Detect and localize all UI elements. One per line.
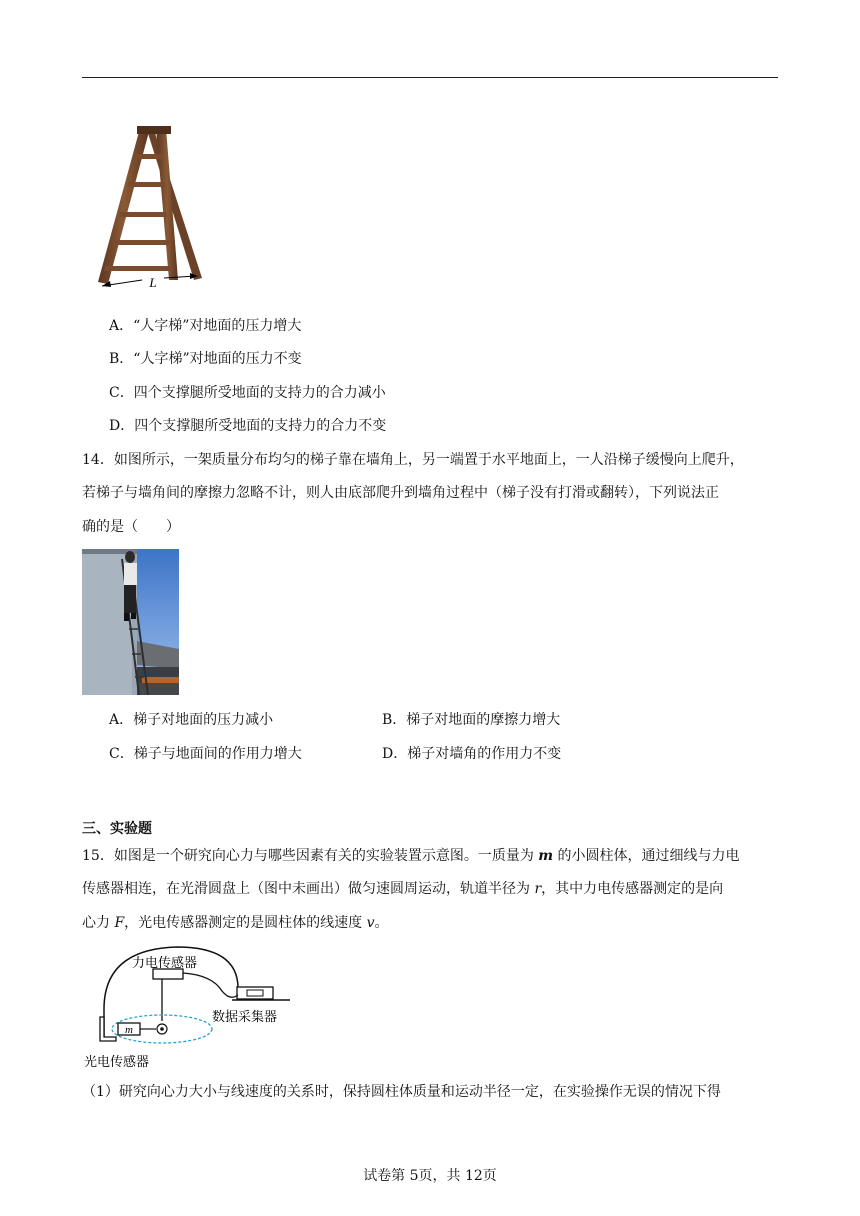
q13-option-c: C．四个支撑腿所受地面的支持力的合力减小: [109, 385, 386, 401]
q14-option-b: B．梯子对地面的摩擦力增大: [382, 712, 561, 728]
q13-option-d: D．四个支撑腿所受地面的支持力的合力不变: [109, 418, 387, 434]
q14-option-a: A．梯子对地面的压力减小: [109, 712, 274, 728]
q14-option-c: C．梯子与地面间的作用力增大: [109, 746, 302, 762]
force-sensor-label: 力电传感器: [132, 956, 198, 971]
mass-label: m: [125, 1024, 133, 1036]
apparatus-diagram: [82, 943, 302, 1073]
page-footer: 试卷第 5页，共 12页: [363, 1168, 497, 1184]
q15-stem-line2: 传感器相连，在光滑圆盘上（图中未画出）做匀速圆周运动，轨道半径为 r，其中力电传感器测定的是向: [82, 881, 724, 897]
q14-stem-line1: 14．如图所示，一架质量分布均匀的梯子靠在墙角上，另一端置于水平地面上，一人沿梯子缓慢向上爬升，: [82, 452, 744, 468]
q15-stem-line1: 15．如图是一个研究向心力与哪些因素有关的实验装置示意图。一质量为 m 的小圆柱体，通过细线与力电: [82, 848, 740, 864]
q13-option-b: B．“人字梯”对地面的压力不变: [109, 351, 302, 367]
step-ladder-figure: [92, 124, 212, 296]
ladder-photo: [82, 549, 179, 695]
q14-stem-line2: 若梯子与墙角间的摩擦力忽略不计，则人由底部爬升到墙角过程中（梯子没有打滑或翻转），下列说法正: [82, 485, 719, 501]
q13-option-a: A．“人字梯”对地面的压力增大: [109, 318, 302, 334]
q14-stem-line3: 确的是（ ）: [82, 519, 180, 535]
q15-stem-line3: 心力 F，光电传感器测定的是圆柱体的线速度 v。: [82, 915, 389, 931]
data-collector-label: 数据采集器: [212, 1010, 278, 1025]
header-rule: [82, 77, 778, 78]
q14-option-d: D．梯子对墙角的作用力不变: [382, 746, 562, 762]
photo-sensor-label: 光电传感器: [84, 1055, 150, 1070]
section-heading: 三、实验题: [82, 821, 152, 837]
q15-subquestion-1: （1）研究向心力大小与线速度的关系时，保持圆柱体质量和运动半径一定，在实验操作无误的情况下得: [82, 1084, 721, 1100]
ladder-dimension-label: L: [149, 275, 157, 290]
